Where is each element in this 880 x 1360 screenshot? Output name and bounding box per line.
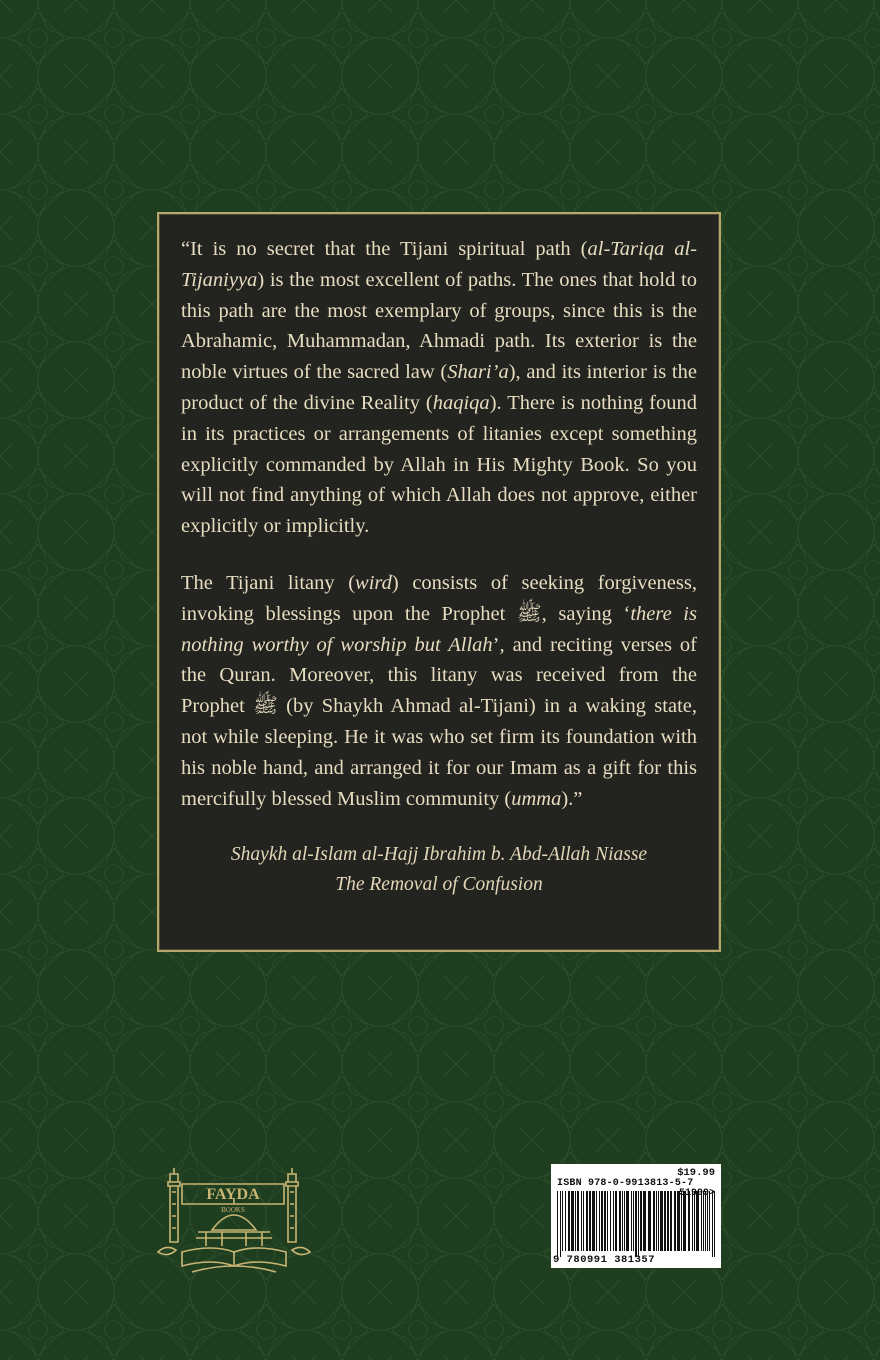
barcode-bar [596, 1191, 597, 1251]
barcode-bar [692, 1191, 693, 1251]
fayda-books-logo-icon [152, 1160, 317, 1278]
attribution-work: The Removal of Confusion [335, 874, 543, 896]
italic-term: haqiqa [432, 391, 490, 414]
barcode-bar [599, 1191, 600, 1251]
barcode-bar [640, 1191, 642, 1251]
quote-attribution [181, 840, 697, 900]
price-label: $19.99 [677, 1167, 715, 1179]
barcode-bar [656, 1191, 657, 1251]
barcode-bar [557, 1191, 558, 1257]
barcode-bar [707, 1191, 708, 1251]
barcode-bar [635, 1191, 637, 1257]
barcode-bar [664, 1191, 666, 1251]
barcode-digits: 9 780991 381357 [553, 1254, 656, 1266]
barcode-bar [615, 1191, 617, 1251]
barcode-bar [658, 1191, 659, 1251]
publisher-name: FAYDA [206, 1186, 260, 1203]
barcode-bar [568, 1191, 570, 1251]
attribution-author: Shaykh al-Islam al-Hajj Ibrahim b. Abd-Allah Niasse [230, 844, 648, 866]
barcode-bar [648, 1191, 651, 1251]
barcode-bar [683, 1191, 686, 1251]
barcode-bar [688, 1191, 690, 1251]
barcode-bar [681, 1191, 682, 1251]
barcode-bar [622, 1191, 623, 1251]
quote-text: ) consists of seeking forgiveness, invoking blessings upon the Prophet ﷺ, saying ‘ [181, 571, 697, 625]
quote-panel [157, 212, 721, 952]
barcode-bar [601, 1191, 603, 1251]
quote-text: “It is no secret that the Tijani spiritual path ( [181, 238, 588, 260]
barcode-bar [560, 1191, 561, 1257]
italic-term: wird [355, 571, 392, 594]
barcode-panel [551, 1164, 721, 1268]
italic-term: Shari’a [447, 361, 509, 384]
barcode-bar [709, 1191, 710, 1251]
barcode-bar [660, 1191, 663, 1251]
barcode-bar [581, 1191, 582, 1251]
barcode-bar [703, 1191, 704, 1251]
barcode-bar [589, 1191, 591, 1251]
barcode-bar [586, 1191, 588, 1251]
barcode-bar [701, 1191, 702, 1251]
barcode-bar [694, 1191, 695, 1251]
barcode-bar [631, 1191, 632, 1251]
barcode-bar [626, 1191, 629, 1251]
barcode-bar [607, 1191, 608, 1251]
barcode-bar [613, 1191, 614, 1251]
barcode-bar [705, 1191, 706, 1251]
barcode-bar [571, 1191, 574, 1251]
quote-paragraph-2 [181, 568, 697, 814]
barcode-bar [565, 1191, 566, 1251]
barcode-bar [633, 1191, 634, 1251]
italic-term: al-Tariqa al-Tijaniyya [181, 238, 697, 291]
quote-text: The Tijani litany ( [181, 571, 356, 594]
quote-paragraph-1 [181, 234, 697, 542]
quote-text: ), and its interior is the product of the divine Reality ( [181, 361, 697, 414]
quote-text: ’, and reciting verses of the Quran. Moreover, this litany was received from the Prophet ﷺ (by Shaykh Ahmad al-Tijani) in a waking state, not while sleeping. He it was who set firm its foundation with his noble hand, and arranged it for our Imam as a gift for this mercifully blessed Muslim community ( [181, 633, 697, 810]
barcode-bar [714, 1191, 715, 1257]
barcode-bar [583, 1191, 584, 1251]
barcode-bar [677, 1191, 680, 1251]
barcode-bar [610, 1191, 611, 1251]
italic-term: umma [511, 787, 562, 810]
italic-term: there is nothing worthy of worship but Allah [181, 602, 697, 656]
barcode-bar [696, 1191, 699, 1251]
barcode-bar [638, 1191, 639, 1257]
barcode-bar [712, 1191, 713, 1257]
publisher-subname: BOOKS [221, 1206, 245, 1214]
quote-text: ). There is nothing found in its practices or arrangements of litanies except something explicitly commanded by Allah in His Mighty Book. So you will not find anything of which Allah does not approve, either explicitly or implicitly. [181, 391, 697, 538]
barcode-bar [667, 1191, 669, 1251]
barcode-bar [604, 1191, 606, 1251]
barcode-icon [555, 1191, 717, 1257]
barcode-bar [670, 1191, 672, 1251]
quote-text: ).” [561, 787, 583, 810]
barcode-bar [653, 1191, 655, 1251]
barcode-bar [562, 1191, 563, 1251]
quote-text: ) is the most excellent of paths. The ones that hold to this path are the most exemplary of groups, since this is the Abrahamic, Muhammadan, Ahmadi path. Its exterior is the noble virtues of the sacred law ( [181, 268, 697, 384]
isbn-label: ISBN 978-0-9913813-5-7 [557, 1178, 694, 1189]
barcode-bar [643, 1191, 646, 1251]
barcode-bar [674, 1191, 676, 1251]
barcode-bar [592, 1191, 595, 1251]
barcode-bar [577, 1191, 579, 1251]
barcode-bar [624, 1191, 625, 1251]
barcode-bar [619, 1191, 621, 1251]
barcode-bar [575, 1191, 576, 1251]
